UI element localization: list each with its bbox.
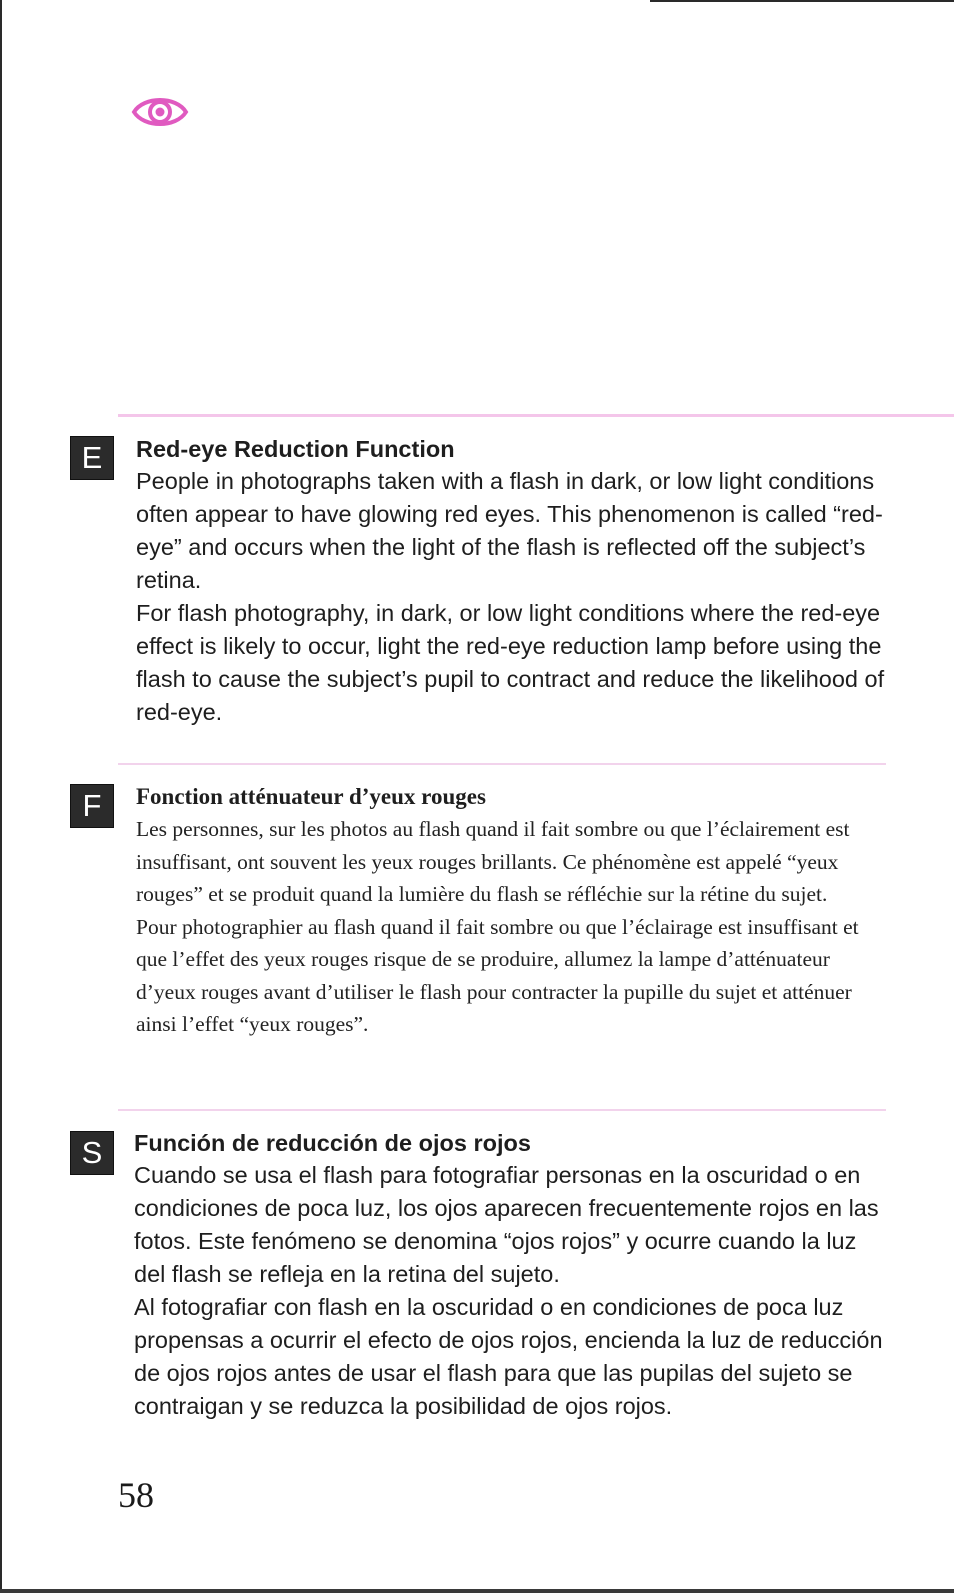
language-badge-spanish: S [70, 1131, 114, 1175]
page-edge-bottom [0, 1589, 954, 1593]
page-edge-top [650, 0, 954, 2]
spanish-paragraph-2: Al fotografiar con flash en la oscuridad o en condiciones de poca luz propensas a ocurrir el efecto de ojos rojos, encienda la luz de reducción de ojos rojos antes de usar el flash para que las pupilas del sujeto se contraigan y se reduzca la posibilidad de ojos rojos. [134, 1294, 883, 1419]
spanish-title: Función de reducción de ojos rojos [134, 1130, 531, 1156]
english-paragraph-1: People in photographs taken with a flash in dark, or low light conditions often appear to have glowing red eyes. This phenomenon is called “red-eye” and occurs when the light of the flash is reflected off the subject’s retina. [136, 468, 883, 593]
section-divider-french [118, 763, 886, 765]
section-divider-top [118, 414, 954, 417]
spanish-section [134, 1127, 894, 1423]
language-badge-english: E [70, 436, 114, 480]
french-paragraph-1: Les personnes, sur les photos au flash quand il fait sombre ou que l’éclairement est insuffisant, ont souvent les yeux rouges brillants. Ce phénomène est appelé “yeux rouges” et se produit quand la lumière du flash se réfléchie sur la rétine du sujet. [136, 817, 850, 906]
page-number: 58 [118, 1475, 154, 1515]
english-title: Red-eye Reduction Function [136, 436, 455, 462]
english-paragraph-2: For flash photography, in dark, or low light conditions where the red-eye effect is likely to occur, light the red-eye reduction lamp before using the flash to cause the subject’s pupil to contract and reduce the likelihood of red-eye. [136, 600, 885, 725]
french-paragraph-2: Pour photographier au flash quand il fait sombre ou que l’éclairage est insuffisant et que l’effet des yeux rouges risque de se produire, allumez la lampe d’atténuateur d’yeux rouges avant d’utiliser le flash pour contracter la pupille du sujet et atténuer ainsi l’effet “yeux rouges”. [136, 914, 859, 1036]
section-divider-spanish [118, 1109, 886, 1111]
english-section [136, 433, 896, 729]
language-badge-french: F [70, 784, 114, 828]
french-title: Fonction atténuateur d’yeux rouges [136, 784, 486, 809]
page-edge-left [0, 0, 2, 1593]
spanish-paragraph-1: Cuando se usa el flash para fotografiar personas en la oscuridad o en condiciones de poca luz, los ojos aparecen frecuentemente rojos en las fotos. Este fenómeno se denomina “ojos rojos” y ocurre cuando la luz del flash se refleja en la retina del sujeto. [134, 1162, 879, 1287]
red-eye-icon [130, 90, 190, 134]
french-section [136, 781, 886, 1041]
